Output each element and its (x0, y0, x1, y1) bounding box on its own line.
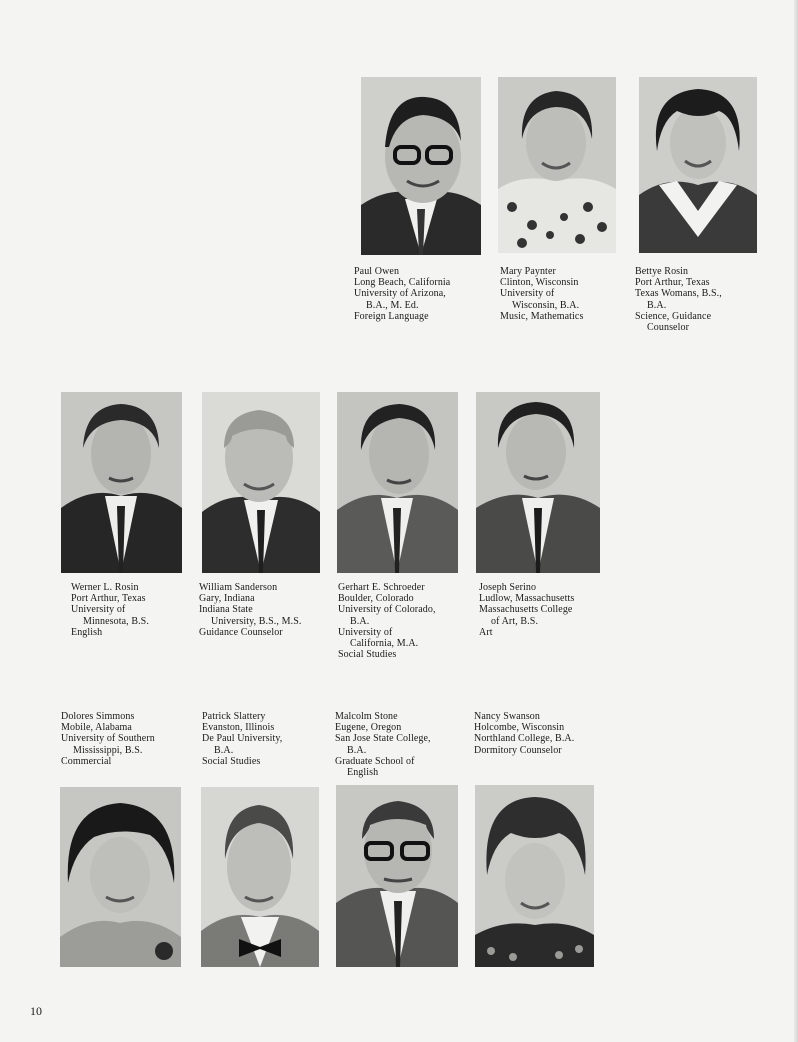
subject: English (347, 767, 379, 779)
caption-malcolm-stone (335, 711, 431, 778)
portrait-photo-malcolm-stone (336, 785, 458, 967)
caption-gerhart-schroeder (338, 582, 436, 660)
page-edge (794, 0, 798, 1042)
caption-nancy-swanson (474, 711, 574, 756)
faculty-name: Nancy Swanson (474, 711, 541, 722)
caption-dolores-simmons (61, 711, 155, 767)
portrait-photo-dolores-simmons (60, 787, 181, 967)
hometown: Clinton, Wisconsin (500, 277, 579, 289)
caption-bettye-rosin (635, 266, 722, 333)
subject: Social Studies (202, 755, 261, 767)
faculty-name: Bettye Rosin (635, 266, 689, 277)
degree-2: California, M.A. (350, 638, 419, 650)
hometown: Boulder, Colorado (338, 593, 414, 605)
degree: Minnesota, B.S. (83, 615, 149, 627)
caption-paul-owen (354, 266, 450, 322)
education: Northland College, B.A. (474, 733, 575, 745)
hometown: Holcombe, Wisconsin (474, 722, 565, 734)
subject: Music, Mathematics (500, 310, 584, 322)
portrait-photo-werner-rosin (61, 392, 182, 573)
degree: of Art, B.S. (491, 615, 539, 627)
faculty-name: Malcolm Stone (335, 711, 398, 722)
subject: Guidance Counselor (199, 626, 283, 638)
education: University of Arizona, (354, 288, 446, 300)
education: Indiana State (199, 604, 253, 616)
hometown: Evanston, Illinois (202, 722, 275, 734)
education-2: Graduate School of (335, 755, 415, 767)
portrait-photo-paul-owen (361, 77, 481, 255)
hometown: Gary, Indiana (199, 593, 255, 605)
portrait-photo-nancy-swanson (475, 785, 594, 967)
subject-continued: Counselor (647, 322, 690, 334)
portrait-photo-mary-paynter (498, 77, 616, 253)
degree: B.A. (347, 744, 367, 756)
subject: English (71, 626, 103, 638)
faculty-name: Werner L. Rosin (71, 582, 139, 593)
hometown: Eugene, Oregon (335, 722, 402, 734)
faculty-name: Paul Owen (354, 266, 400, 277)
degree: B.A. (214, 744, 234, 756)
portrait-photo-william-sanderson (202, 392, 320, 573)
degree: B.A. (350, 615, 370, 627)
faculty-name: Joseph Serino (479, 582, 537, 593)
education: University of (71, 604, 126, 616)
hometown: Port Arthur, Texas (71, 593, 146, 605)
subject: Art (479, 626, 493, 638)
caption-joseph-serino (479, 582, 574, 638)
education: University of Southern (61, 733, 155, 745)
degree: University, B.S., M.S. (211, 615, 302, 627)
faculty-name: William Sanderson (199, 582, 278, 593)
caption-werner-rosin (71, 582, 149, 638)
faculty-name: Mary Paynter (500, 266, 556, 277)
education: De Paul University, (202, 733, 283, 745)
faculty-name: Dolores Simmons (61, 711, 135, 722)
subject: Foreign Language (354, 310, 429, 322)
hometown: Ludlow, Massachusetts (479, 593, 575, 605)
caption-william-sanderson (199, 582, 301, 638)
degree: B.A., M. Ed. (366, 299, 419, 311)
degree: B.A. (647, 299, 667, 311)
page-number: 10 (30, 1004, 42, 1018)
education: Texas Womans, B.S., (635, 288, 722, 300)
degree: Wisconsin, B.A. (512, 299, 580, 311)
hometown: Long Beach, California (354, 277, 451, 289)
caption-mary-paynter (500, 266, 583, 322)
education: San Jose State College, (335, 733, 431, 745)
education-2: University of (338, 626, 393, 638)
portrait-photo-bettye-rosin (639, 77, 757, 253)
degree: Mississippi, B.S. (73, 744, 143, 756)
portrait-photo-joseph-serino (476, 392, 600, 573)
subject: Social Studies (338, 649, 397, 661)
education: University of Colorado, (338, 604, 436, 616)
portrait-photo-gerhart-schroeder (337, 392, 458, 573)
hometown: Mobile, Alabama (61, 722, 132, 734)
hometown: Port Arthur, Texas (635, 277, 710, 289)
education: Massachusetts College (479, 604, 573, 616)
faculty-name: Gerhart E. Schroeder (338, 582, 425, 593)
caption-patrick-slattery (202, 711, 282, 767)
subject: Science, Guidance (635, 310, 712, 322)
education: University of (500, 288, 555, 300)
subject: Commercial (61, 755, 112, 767)
portrait-photo-patrick-slattery (201, 787, 319, 967)
subject: Dormitory Counselor (474, 744, 562, 756)
faculty-name: Patrick Slattery (202, 711, 266, 722)
